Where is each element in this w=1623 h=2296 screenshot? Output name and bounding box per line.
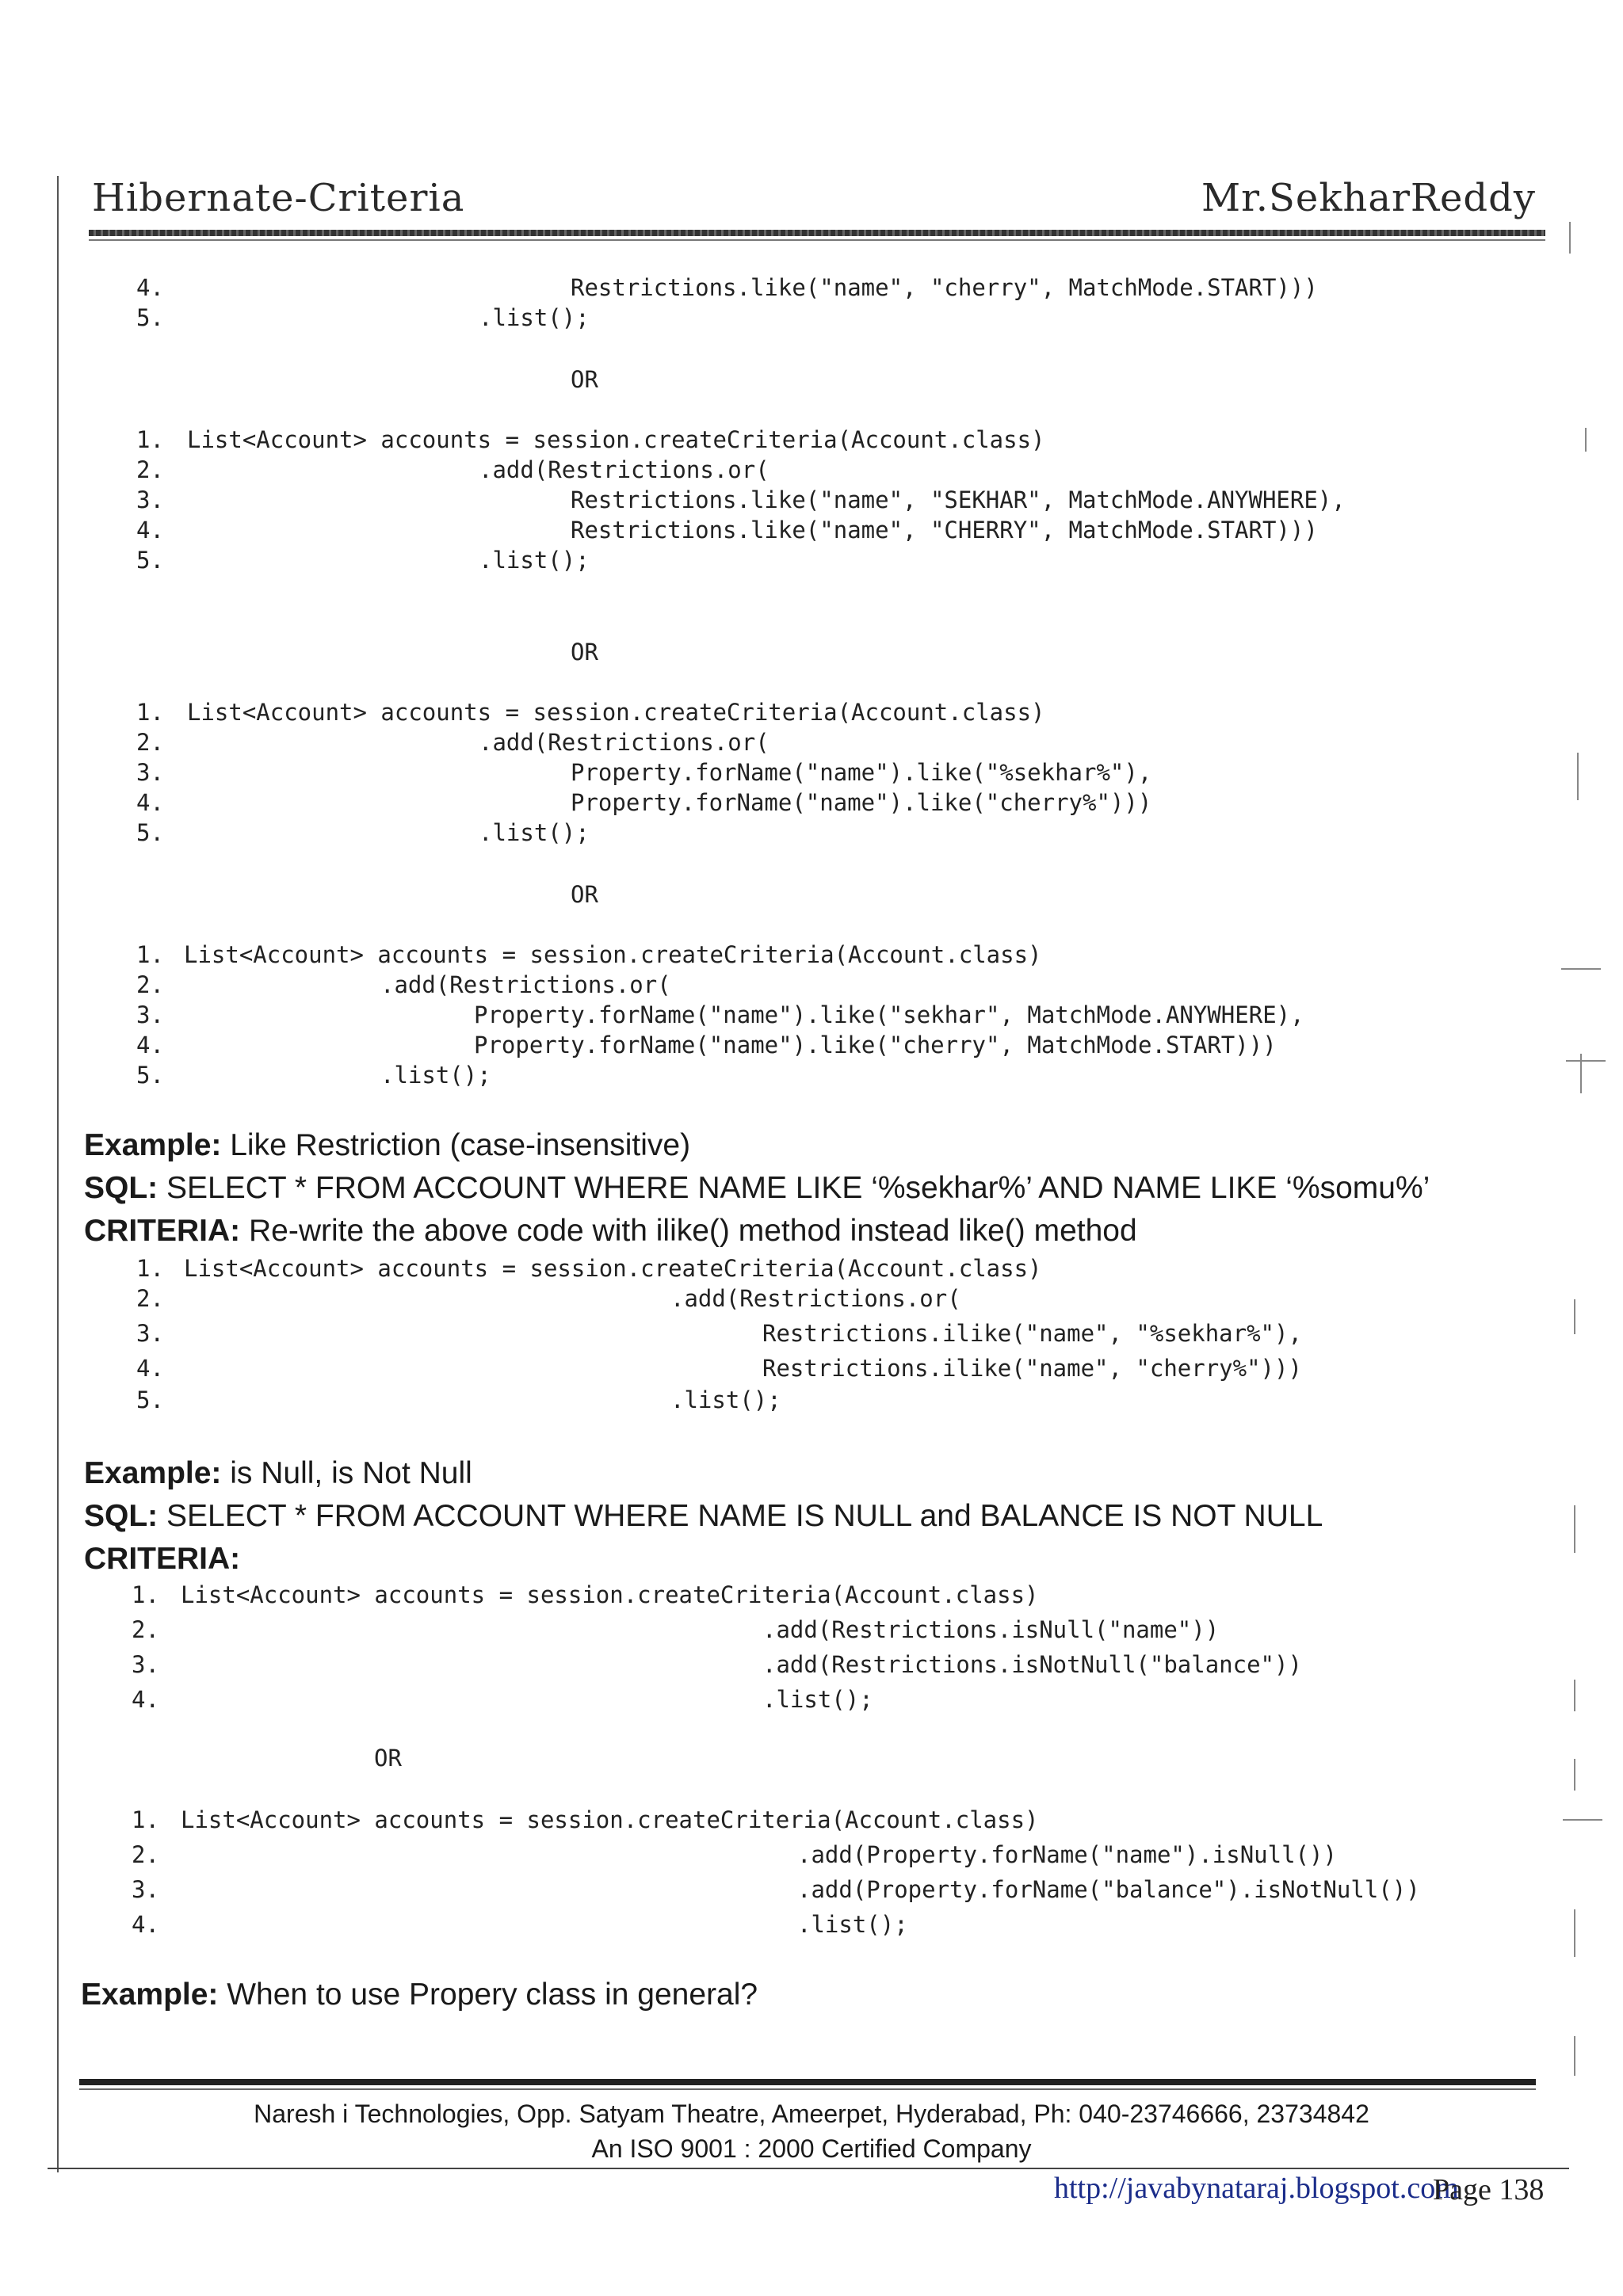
code-text: Restrictions.like("name", "SEKHAR", MatchMode.ANYWHERE), <box>571 486 1346 513</box>
line-number: 2. <box>136 971 164 998</box>
line-number: 3. <box>132 1876 159 1903</box>
line-number: 2. <box>132 1841 159 1868</box>
header-author: Mr.SekharReddy <box>1201 176 1536 220</box>
blog-url[interactable]: http://javabynataraj.blogspot.com <box>1054 2172 1459 2205</box>
line-number: 5. <box>136 547 164 574</box>
code-block-4 <box>0 941 1623 1092</box>
code-line <box>0 759 1623 789</box>
line-number: 1. <box>136 426 164 453</box>
code-line <box>0 1581 1623 1616</box>
code-line <box>0 971 1623 1001</box>
line-number: 3. <box>136 759 164 786</box>
code-line <box>0 1806 1623 1841</box>
criteria-label: CRITERIA: <box>84 1214 241 1248</box>
line-number: 4. <box>136 789 164 816</box>
line-number: 1. <box>136 699 164 726</box>
code-line <box>0 729 1623 759</box>
criteria-label: CRITERIA: <box>84 1542 241 1576</box>
code-line <box>0 1841 1623 1876</box>
code-text: Restrictions.like("name", "cherry", MatchMode.START))) <box>571 274 1318 301</box>
code-block-property-isnull <box>0 1806 1623 1941</box>
code-text: List<Account> accounts = session.createCriteria(Account.class) <box>181 1581 1039 1608</box>
sql-label: SQL: <box>84 1499 158 1533</box>
line-number: 4. <box>132 1911 159 1938</box>
line-number: 5. <box>136 1062 164 1089</box>
code-text: Property.forName("name").like("cherry%"))) <box>571 789 1152 816</box>
code-line <box>0 1651 1623 1686</box>
scan-margin-marks <box>1545 206 1609 2107</box>
code-text: .list(); <box>670 1386 781 1413</box>
example-heading <box>81 1978 758 2012</box>
line-number: 4. <box>136 1032 164 1058</box>
line-number: 3. <box>132 1651 159 1678</box>
code-text: .add(Restrictions.or( <box>380 971 671 998</box>
line-number: 2. <box>132 1616 159 1643</box>
sql-label: SQL: <box>84 1171 158 1205</box>
footer-certification: An ISO 9001 : 2000 Certified Company <box>591 2134 1032 2163</box>
or-separator: OR <box>571 639 598 666</box>
example-label: Example: <box>81 1978 219 2012</box>
code-line <box>0 819 1623 849</box>
code-line <box>0 1876 1623 1911</box>
code-line <box>0 1285 1623 1315</box>
example-text: Like Restriction (case-insensitive) <box>221 1128 691 1162</box>
line-number: 3. <box>136 486 164 513</box>
line-number: 4. <box>136 517 164 543</box>
line-number: 1. <box>136 1255 164 1282</box>
code-text: Property.forName("name").like("cherry", MatchMode.START))) <box>474 1032 1277 1058</box>
sql-text: SELECT * FROM ACCOUNT WHERE NAME LIKE ‘%sekhar%’ AND NAME LIKE ‘%somu%’ <box>158 1171 1430 1205</box>
code-text: List<Account> accounts = session.createCriteria(Account.class) <box>181 1806 1039 1833</box>
or-separator: OR <box>571 366 598 393</box>
line-number: 1. <box>132 1806 159 1833</box>
code-line <box>0 274 1623 304</box>
code-text: .list(); <box>797 1911 908 1938</box>
code-text: .list(); <box>479 819 590 846</box>
code-text: .list(); <box>479 304 590 331</box>
code-text: List<Account> accounts = session.createCriteria(Account.class) <box>184 941 1042 968</box>
header-title: Hibernate-Criteria <box>92 176 465 220</box>
code-text: .list(); <box>380 1062 491 1089</box>
footer-bottom-rule <box>48 2168 1569 2169</box>
code-line <box>0 1352 1623 1386</box>
code-line <box>0 789 1623 819</box>
code-line <box>0 1062 1623 1092</box>
line-number: 1. <box>132 1581 159 1608</box>
code-text: .list(); <box>762 1686 873 1713</box>
code-text: .add(Restrictions.or( <box>670 1285 961 1312</box>
code-text: .add(Restrictions.isNotNull("balance")) <box>762 1651 1302 1678</box>
code-block-isnull <box>0 1581 1623 1716</box>
footer-rule-thin <box>79 2088 1536 2090</box>
code-text: List<Account> accounts = session.createCriteria(Account.class) <box>184 1255 1042 1282</box>
criteria-text: Re-write the above code with ilike() method instead like() method <box>240 1214 1137 1248</box>
code-text: .add(Property.forName("balance").isNotNull()) <box>797 1876 1420 1903</box>
code-text: List<Account> accounts = session.createCriteria(Account.class) <box>187 699 1045 726</box>
code-text: .add(Restrictions.or( <box>479 729 769 756</box>
line-number: 2. <box>136 1285 164 1312</box>
example-text: When to use Propery class in general? <box>218 1978 758 2012</box>
example-heading <box>84 1456 472 1491</box>
code-line <box>0 547 1623 577</box>
or-separator: OR <box>374 1745 402 1772</box>
sql-text: SELECT * FROM ACCOUNT WHERE NAME IS NULL and BALANCE IS NOT NULL <box>158 1499 1323 1533</box>
code-line <box>0 456 1623 486</box>
sql-line <box>84 1499 1323 1534</box>
footer-address: Naresh i Technologies, Opp. Satyam Theatre, Ameerpet, Hyderabad, Ph: 040-23746666, 23734842 <box>254 2100 1369 2128</box>
code-line <box>0 1032 1623 1062</box>
code-line <box>0 486 1623 517</box>
code-line <box>0 941 1623 971</box>
code-block-2 <box>0 426 1623 577</box>
code-line <box>0 699 1623 729</box>
code-text: Property.forName("name").like("%sekhar%"), <box>571 759 1152 786</box>
code-text: .add(Property.forName("name").isNull()) <box>797 1841 1337 1868</box>
code-line <box>0 1616 1623 1651</box>
line-number: 4. <box>132 1686 159 1713</box>
code-line <box>0 1001 1623 1032</box>
code-text: Restrictions.like("name", "CHERRY", MatchMode.START))) <box>571 517 1318 543</box>
line-number: 3. <box>136 1320 164 1347</box>
code-text: .add(Restrictions.or( <box>479 456 769 483</box>
line-number: 5. <box>136 304 164 331</box>
criteria-line <box>84 1214 1137 1249</box>
header-rule-thin <box>89 239 1545 241</box>
code-line <box>0 1911 1623 1941</box>
line-number: 3. <box>136 1001 164 1028</box>
code-text: Property.forName("name").like("sekhar", MatchMode.ANYWHERE), <box>474 1001 1304 1028</box>
criteria-line <box>84 1542 240 1577</box>
code-line <box>0 1386 1623 1417</box>
code-block-1 <box>0 274 1623 334</box>
line-number: 4. <box>136 274 164 301</box>
line-number: 5. <box>136 1386 164 1413</box>
code-text: Restrictions.ilike("name", "%sekhar%"), <box>762 1320 1302 1347</box>
code-line <box>0 304 1623 334</box>
line-number: 4. <box>136 1355 164 1382</box>
header-rule <box>89 230 1545 236</box>
code-line <box>0 1315 1623 1352</box>
example-label: Example: <box>84 1456 222 1490</box>
footer-rule <box>79 2079 1536 2085</box>
line-number: 2. <box>136 729 164 756</box>
code-line <box>0 1686 1623 1716</box>
line-number: 1. <box>136 941 164 968</box>
line-number: 2. <box>136 456 164 483</box>
code-block-ilike <box>0 1255 1623 1417</box>
example-heading <box>84 1128 690 1163</box>
code-line <box>0 426 1623 456</box>
page-number: Page 138 <box>1433 2173 1545 2206</box>
code-block-3 <box>0 699 1623 849</box>
code-line <box>0 517 1623 547</box>
line-number: 5. <box>136 819 164 846</box>
code-text: List<Account> accounts = session.createCriteria(Account.class) <box>187 426 1045 453</box>
example-text: is Null, is Not Null <box>221 1456 472 1490</box>
code-text: .add(Restrictions.isNull("name")) <box>762 1616 1220 1643</box>
code-line <box>0 1255 1623 1285</box>
code-text: Restrictions.ilike("name", "cherry%"))) <box>762 1355 1302 1382</box>
or-separator: OR <box>571 881 598 908</box>
sql-line <box>84 1171 1430 1206</box>
code-text: .list(); <box>479 547 590 574</box>
example-label: Example: <box>84 1128 222 1162</box>
